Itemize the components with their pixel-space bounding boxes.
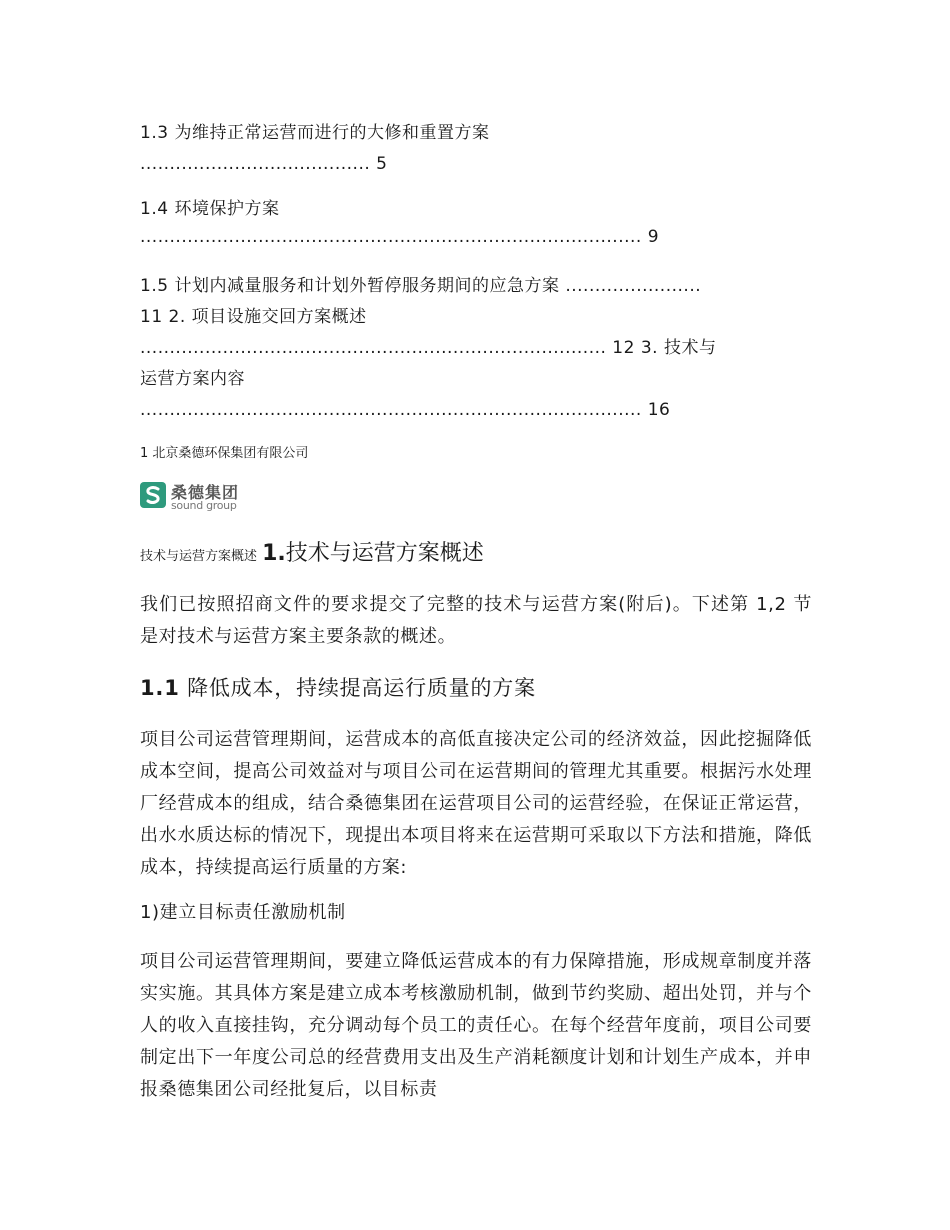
subsection-title: 降低成本，持续提高运行质量的方案 xyxy=(179,676,536,700)
company-logo xyxy=(140,480,248,514)
logo-chinese-text: 桑德集团 xyxy=(171,483,240,502)
body-paragraph-2: 项目公司运营管理期间，要建立降低运营成本的有力保障措施，形成规章制度并落实实施。其具体方案是建立成本考核激励机制，做到节约奖励、超出处罚，并与个人的收入直接挂钩，充分调动每个员工的责任心。在每个经营年度前，项目公司要制定出下一年度公司总的经营费用支出及生产消耗额度计划和计划生产成本，并申报桑德集团公司经批复后，以目标责 xyxy=(140,951,812,1100)
toc-leader-2: ............................................................................... 12 3. 技术与 xyxy=(140,338,717,358)
running-header: 技术与运营方案概述 xyxy=(140,549,258,564)
toc-entry-1-5: 1.5 计划内减量服务和计划外暂停服务期间的应急方案 ....................... xyxy=(140,276,702,296)
logo-english-text: sound group xyxy=(171,499,237,512)
subsection-heading-1-1 xyxy=(140,673,536,703)
toc-leader-3: ..................................................................................... 16 xyxy=(140,400,671,420)
chapter-title-text: 技术与运营方案概述 xyxy=(285,541,484,566)
chapter-title xyxy=(262,541,484,566)
toc-entry-2: 11 2. 项目设施交回方案概述 xyxy=(140,307,367,327)
toc-entry-1-3: 1.3 为维持正常运营而进行的大修和重置方案 xyxy=(140,123,490,143)
chapter-number: 1. xyxy=(262,541,286,566)
toc-entry-1-4: 1.4 环境保护方案 xyxy=(140,199,280,219)
list-item-1: 1)建立目标责任激励机制 xyxy=(140,902,346,923)
toc-entry-3: 运营方案内容 xyxy=(140,369,245,389)
logo-s-icon xyxy=(140,482,166,508)
body-paragraph-1: 项目公司运营管理期间，运营成本的高低直接决定公司的经济效益，因此挖掘降低成本空间，提高公司效益对与项目公司在运营期间的管理尤其重要。根据污水处理厂经营成本的组成，结合桑德集团在运营项目公司的运营经验，在保证正常运营，出水水质达标的情况下，现提出本项目将来在运营期可采取以下方法和措施，降低成本，持续提高运行质量的方案: xyxy=(140,729,812,878)
intro-paragraph: 我们已按照招商文件的要求提交了完整的技术与运营方案(附后)。下述第 1,2 节是对技术与运营方案主要条款的概述。 xyxy=(140,594,812,647)
toc-leader-1-3: ....................................... 5 xyxy=(140,154,388,174)
toc-leader-1-4: ..................................................................................... 9 xyxy=(140,227,660,247)
section-heading xyxy=(140,536,484,567)
page-company-footer: 1 北京桑德环保集团有限公司 xyxy=(140,446,309,461)
subsection-number: 1.1 xyxy=(140,676,180,700)
